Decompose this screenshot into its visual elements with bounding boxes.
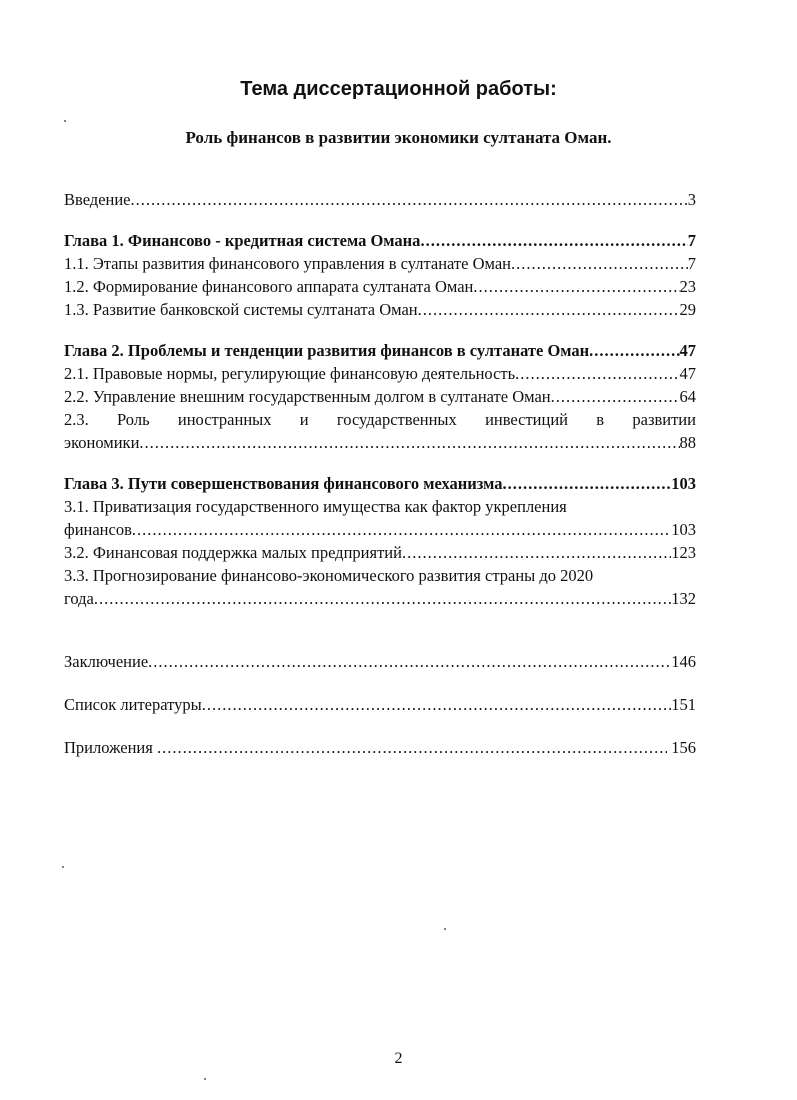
toc-entry-2-2 <box>64 385 696 408</box>
toc-dot-leader <box>94 587 671 610</box>
toc-page-number: 132 <box>671 589 696 608</box>
toc-label: Глава 2. Проблемы и тенденции развития финансов в султанате Оман <box>64 341 590 360</box>
toc-page-number: 88 <box>679 433 696 452</box>
toc-label: 2.2. Управление внешним государственным долгом в султанате Оман <box>64 387 551 406</box>
toc-label: 1.1. Этапы развития финансового управления в султанате Оман <box>64 254 511 273</box>
table-of-contents <box>64 188 696 759</box>
toc-dot-leader <box>511 252 688 275</box>
toc-label: финансов <box>64 520 132 539</box>
toc-word: иностранных <box>177 410 272 429</box>
toc-dot-leader <box>157 736 667 759</box>
toc-chapter-3 <box>64 472 696 495</box>
toc-label: Приложения <box>64 738 157 757</box>
toc-page-number: 146 <box>671 652 696 671</box>
toc-page-number: 23 <box>679 277 696 296</box>
toc-dot-leader <box>148 650 671 673</box>
toc-word: 2.3. <box>64 410 89 429</box>
toc-dot-leader <box>515 362 679 385</box>
toc-entry-bibliography <box>64 693 696 716</box>
toc-page-number: 103 <box>671 520 696 539</box>
scan-speck <box>444 928 446 930</box>
toc-entry-2-3-line1 <box>64 408 696 431</box>
page-number: 2 <box>394 1050 403 1067</box>
toc-dot-leader <box>402 541 671 564</box>
toc-chapter-2 <box>64 339 696 362</box>
toc-label: 1.2. Формирование финансового аппарата султаната Оман <box>64 277 474 296</box>
toc-label: Глава 3. Пути совершенствования финансового механизма <box>64 474 503 493</box>
toc-entry-conclusion <box>64 650 696 673</box>
toc-dot-leader <box>132 518 671 541</box>
toc-page-number: 29 <box>679 300 696 319</box>
toc-label: 3.2. Финансовая поддержка малых предприятий <box>64 543 402 562</box>
toc-word: инвестиций <box>485 410 569 429</box>
toc-dot-leader <box>589 339 679 362</box>
toc-dot-leader <box>551 385 680 408</box>
toc-page-number: 64 <box>679 387 696 406</box>
toc-entry-3-1-line2 <box>64 518 696 541</box>
dissertation-subtitle: Роль финансов в развитии экономики султаната Оман. <box>185 128 612 147</box>
toc-dot-leader <box>503 472 672 495</box>
toc-entry-1-3 <box>64 298 696 321</box>
toc-dot-leader <box>473 275 679 298</box>
scan-speck <box>62 866 64 868</box>
toc-dot-leader <box>418 298 680 321</box>
toc-dot-leader <box>139 431 679 454</box>
toc-page-number: 103 <box>671 474 696 493</box>
toc-page-number: 7 <box>687 254 696 273</box>
toc-entry-2-1 <box>64 362 696 385</box>
toc-entry-3-3-line1: 3.3. Прогнозирование финансово-экономического развития страны до 2020 <box>64 566 594 585</box>
toc-word: развитии <box>632 410 696 429</box>
toc-dot-leader <box>131 188 688 211</box>
toc-dot-leader <box>420 229 687 252</box>
toc-entry-appendices <box>64 736 696 759</box>
toc-entry-3-1-line1: 3.1. Приватизация государственного имущества как фактор укрепления <box>64 497 567 516</box>
toc-entry-1-2 <box>64 275 696 298</box>
toc-label: Введение <box>64 190 131 209</box>
toc-label: Список литературы <box>64 695 202 714</box>
scan-speck <box>204 1078 206 1080</box>
toc-label: Заключение <box>64 652 149 671</box>
toc-entry-3-3-line2 <box>64 587 696 610</box>
toc-page-number: 47 <box>679 341 696 360</box>
toc-page-number: 47 <box>679 364 696 383</box>
toc-page-number: 151 <box>671 695 696 714</box>
toc-label: экономики <box>64 433 140 452</box>
toc-entry-2-3-line2 <box>64 431 696 454</box>
page-title: Тема диссертационной работы: <box>240 78 557 100</box>
toc-entry-3-2 <box>64 541 696 564</box>
toc-word: в <box>596 410 605 429</box>
toc-page-number: 123 <box>671 543 696 562</box>
toc-entry-intro <box>64 188 696 211</box>
toc-chapter-1 <box>64 229 696 252</box>
toc-word: Роль <box>117 410 150 429</box>
toc-dot-leader <box>202 693 672 716</box>
scan-speck <box>64 120 66 122</box>
toc-word: и <box>299 410 309 429</box>
toc-label: 1.3. Развитие банковской системы султаната Оман <box>64 300 418 319</box>
toc-page-number: 3 <box>687 190 696 209</box>
toc-label: 2.1. Правовые нормы, регулирующие финансовую деятельность <box>64 364 516 383</box>
toc-label: года <box>64 589 94 608</box>
toc-label: Глава 1. Финансово - кредитная система Омана <box>64 231 421 250</box>
toc-entry-1-1 <box>64 252 696 275</box>
toc-page-number: 156 <box>667 738 696 757</box>
toc-word: государственных <box>336 410 457 429</box>
toc-page-number: 7 <box>687 231 696 250</box>
